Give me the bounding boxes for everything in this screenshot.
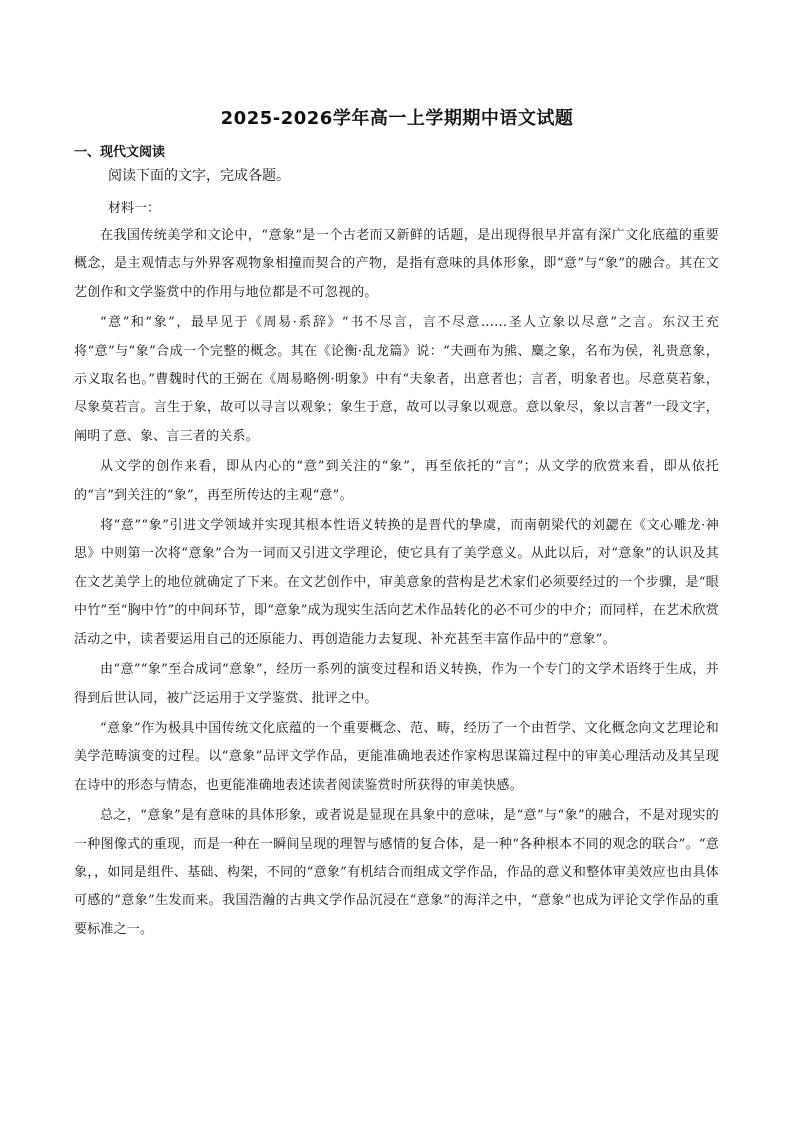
passage-body: [74, 222, 719, 946]
passage-paragraph: 总之，“意象”是有意味的具体形象，或者说是显现在具象中的意味，是“意”与“象”的融合，不是对现实的一种图像式的重现，而是一种在一瞬间呈现的理智与感情的复合体，是一种“各种根本不同的观念的联合”。“意象，，如同是组件、基础、构架，不同的“意象”有机结合而组成文学作品，作品的意义和整体审美效应也由具体可感的“意象”生发而来。我国浩瀚的古典文学作品沉浸在“意象”的海洋之中，“意象”也成为评论文学作品的重要标准之一。: [74, 808, 719, 937]
material-label: 材料一：: [108, 201, 161, 216]
passage-paragraph: “意”和“象”，最早见于《周易·系辞》“书不尽言，言不尽意……圣人立象以尽意”之言。东汉王充将“意”与“象”合成一个完整的概念。其在《论衡·乱龙篇》说：“夫画布为熊、麋之象，名布为侯，礼贵意象，示义取名也。”曹魏时代的王弼在《周易略例·明象》中有“夫象者，出意者也；言者，明象者也。尽意莫若象，尽象莫若言。言生于象，故可以寻言以观象；象生于意，故可以寻象以观意。意以象尽，象以言著”一段文字，阐明了意、象、言三者的关系。: [74, 315, 719, 444]
exam-title: 2025-2026学年高一上学期期中语文试题: [220, 108, 574, 129]
reading-instruction: 阅读下面的文字，完成各题。: [108, 168, 290, 184]
passage-paragraph: 由“意”“象”至合成词“意象”，经历一系列的演变过程和语义转换，作为一个专门的文学术语终于生成，并得到后世认同，被广泛运用于文学鉴赏、批评之中。: [74, 662, 719, 706]
passage-paragraph: 在我国传统美学和文论中，“意象”是一个古老而又新鲜的话题，是出现得很早并富有深广文化底蕴的重要概念，是主观情志与外界客观物象相撞而契合的产物，是指有意味的具体形象，即“意”与“象”的融合。其在文艺创作和文学鉴赏中的作用与地位都是不可忽视的。: [74, 228, 719, 300]
section-heading: 一、现代文阅读: [74, 145, 166, 160]
passage-paragraph: “意象”作为极具中国传统文化底蕴的一个重要概念、范、畴，经历了一个由哲学、文化概念向文艺理论和美学范畴演变的过程。以“意象”品评文学作品，更能准确地表述作家构思谋篇过程中的审美心理活动及其呈现在诗中的形态与情态，也更能准确地表述读者阅读鉴赏时所获得的审美快感。: [74, 720, 719, 793]
passage-paragraph: 从文学的创作来看，即从内心的“意”到关注的“象”，再至依托的“言”；从文学的欣赏来看，即从依托的“言”到关注的“象”，再至所传达的主观“意”。: [74, 459, 719, 503]
passage-paragraph: 将“意”“象”引进文学领域并实现其根本性语义转换的是晋代的挚虞，而南朝梁代的刘勰在《文心雕龙·神思》中则第一次将“意象”合为一词而又引进文学理论，使它具有了美学意义。从此以后，对“意象”的认识及其在文艺美学上的地位就确定了下来。在文艺创作中，审美意象的营构是艺术家们必须要经过的一个步骤，是“眼中竹”至“胸中竹”的中间环节，即“意象”成为现实生活向艺术作品转化的必不可少的中介；而同样，在艺术欣赏活动之中，读者要运用自己的还原能力、再创造能力去复现、补充甚至丰富作品中的“意象”。: [74, 518, 719, 647]
